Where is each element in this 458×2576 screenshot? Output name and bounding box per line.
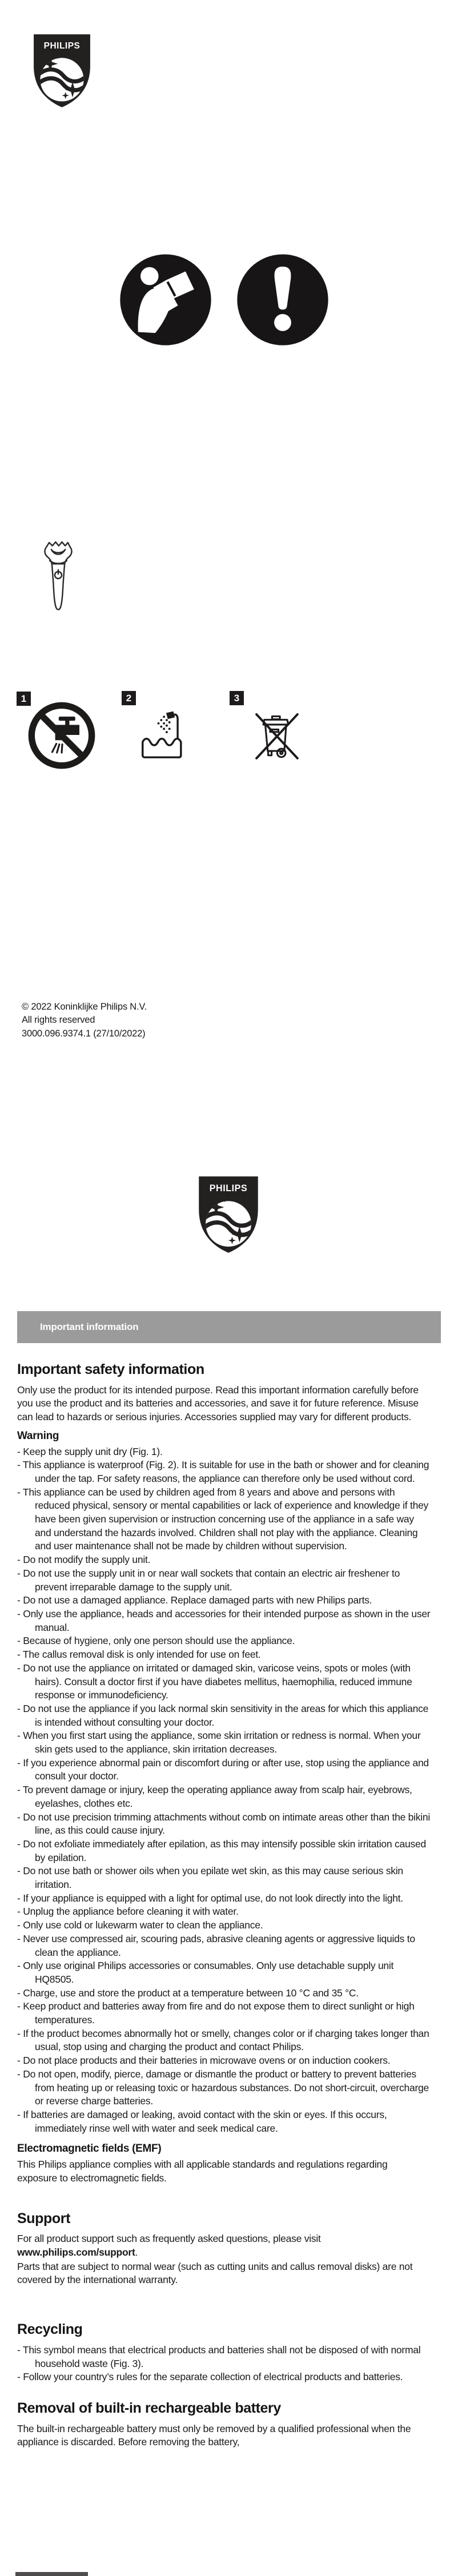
- list-item: - If the product becomes abnormally hot or smelly, changes color or if charging takes longer than usual, stop using and charging the product and contact Philips.: [17, 2027, 432, 2054]
- figure-2-number: [122, 691, 136, 705]
- philips-logo-center: [197, 1175, 260, 1254]
- list-item: - Do not place products and their batteries in microwave ovens or on induction cookers.: [17, 2054, 432, 2068]
- warning-exclamation-icon: [235, 252, 330, 347]
- list-item: - Do not use the appliance if you lack normal skin sensitivity in the areas for which this appliance is intended without consulting your doctor.: [17, 1702, 432, 1729]
- list-item: - Charge, use and store the product at a temperature between 10 °C and 35 °C.: [17, 1987, 432, 2000]
- recycling-list: [17, 2344, 432, 2384]
- support-text-suffix: .: [135, 2246, 138, 2258]
- list-item: - If batteries are damaged or leaking, avoid contact with the skin or eyes. If this occurs, immediately rinse well with water and seek medical care.: [17, 2108, 432, 2135]
- list-item: - If you experience abnormal pain or discomfort during or after use, stop using the appliance and consult your doctor.: [17, 1757, 432, 1783]
- emf-subtitle: Electromagnetic fields (EMF): [17, 2143, 162, 2155]
- list-item: - Do not open, modify, pierce, damage or dismantle the product or battery to prevent batteries from heating up or releasing toxic or hazardous substances. Do not short-circuit, overcharge or reverse charge batteries.: [17, 2068, 432, 2108]
- list-item: - When you first start using the appliance, some skin irritation or redness is normal. When your skin gets used to the appliance, skin irritation decreases.: [17, 1729, 432, 1756]
- list-item: - Do not use the supply unit in or near wall sockets that contain an electric air freshener to prevent irreparable damage to the supply unit.: [17, 1567, 432, 1594]
- list-item: - If your appliance is equipped with a light for optimal use, do not look directly into the light.: [17, 1892, 432, 1906]
- page-bottom-cutoff: [15, 2572, 88, 2576]
- warning-list: [17, 1445, 432, 2136]
- list-item: - Do not modify the supply unit.: [17, 1553, 432, 1567]
- support-text: [17, 2232, 429, 2259]
- list-item: - Because of hygiene, only one person should use the appliance.: [17, 1634, 432, 1648]
- philips-shield-icon: [33, 33, 91, 108]
- list-item: - Keep product and batteries away from fire and do not expose them to direct sunlight or high temperatures.: [17, 2000, 432, 2027]
- list-item: - Only use original Philips accessories or consumables. Only use detachable supply unit HQ8505.: [17, 1959, 432, 1986]
- emf-text: This Philips appliance complies with all applicable standards and regulations regarding exposure to electromagnetic fields.: [17, 2159, 388, 2184]
- support-text-prefix: For all product support such as frequently asked questions, please visit: [17, 2233, 321, 2245]
- figure-3-number: [230, 691, 244, 705]
- list-item: - This appliance is waterproof (Fig. 2). It is suitable for use in the bath or shower and for cleaning under the tap. For safety reasons, the appliance can therefore only be used without cord.: [17, 1458, 432, 1485]
- warranty-text: Parts that are subject to normal wear (such as cutting units and callus removal disks) are not covered by the international warranty.: [17, 2260, 413, 2286]
- battery-text: The built-in rechargeable battery must only be removed by a qualified professional when the appliance is discarded. Before removing the battery,: [17, 2422, 411, 2448]
- list-item: - Do not exfoliate immediately after epilation, as this may intensify possible skin irritation caused by epilation.: [17, 1838, 432, 1864]
- epilator-device-icon: [41, 536, 75, 616]
- crossed-out-wheeled-bin-icon: [250, 706, 304, 763]
- section-banner: [17, 1311, 441, 1343]
- list-item: - Do not use a damaged appliance. Replace damaged parts with new Philips parts.: [17, 1594, 432, 1608]
- figure-3-label: 3: [234, 692, 240, 704]
- list-item: - Follow your country’s rules for the separate collection of electrical products and batteries.: [17, 2370, 432, 2384]
- copyright-line: All rights reserved: [22, 1015, 95, 1026]
- safety-intro: Only use the product for its intended purpose. Read this important information carefully before you use the product and its batteries and accessories, and save it for future reference. Misuse can lead to hazards or serious injuries. Accessories supplied may vary for different products.: [17, 1384, 419, 1423]
- support-url: www.philips.com/support: [17, 2246, 135, 2258]
- warning-subtitle: Warning: [17, 1429, 59, 1442]
- copyright-line: © 2022 Koninklijke Philips N.V.: [22, 1002, 147, 1012]
- recycling-section-title: Recycling: [17, 2321, 83, 2338]
- list-item: - Only use cold or lukewarm water to clean the appliance.: [17, 1919, 432, 1932]
- figure-2-label: 2: [126, 692, 132, 704]
- list-item: - This appliance can be used by children aged from 8 years and above and persons with reduced physical, sensory or mental capabilities or lack of experience and knowledge if they have been given supervision or instruction concerning use of the appliance in a safe way and understand the hazards involved. Children shall not play with the appliance. Cleaning and user maintenance shall not be made by children without supervision.: [17, 1486, 432, 1554]
- list-item: - This symbol means that electrical products and batteries shall not be disposed of with normal household waste (Fig. 3).: [17, 2344, 432, 2370]
- support-section-title: Support: [17, 2210, 71, 2227]
- list-item: - The callus removal disk is only intended for use on feet.: [17, 1648, 432, 1662]
- read-manual-icon: [118, 252, 213, 347]
- philips-shield-icon: [197, 1175, 260, 1254]
- list-item: - Do not use bath or shower oils when you epilate wet skin, as this may cause serious skin irritation.: [17, 1864, 432, 1891]
- figure-2: [122, 691, 136, 705]
- list-item: - Never use compressed air, scouring pads, abrasive cleaning agents or aggressive liquids to clean the appliance.: [17, 1932, 432, 1959]
- no-tap-water-icon: [26, 700, 97, 771]
- manual-content: [17, 1311, 441, 2450]
- figure-1-label: 1: [21, 693, 27, 704]
- philips-logo-top: [33, 33, 91, 108]
- list-item: - To prevent damage or injury, keep the operating appliance away from scalp hair, eyebrows, eyelashes, clothes etc.: [17, 1783, 432, 1810]
- list-item: - Only use the appliance, heads and accessories for their intended purpose as shown in the user manual.: [17, 1608, 432, 1634]
- banner-title: Important information: [40, 1321, 139, 1332]
- battery-section-title: Removal of built-in rechargeable battery: [17, 2400, 281, 2416]
- copyright-block: [22, 1000, 147, 1040]
- figure-3: [230, 691, 244, 705]
- list-item: - Do not use the appliance on irritated or damaged skin, varicose veins, spots or moles (with hairs). Consult a doctor first if you have diabetes mellitus, haemophilia, reduced immune response or immunodeficiency.: [17, 1662, 432, 1702]
- list-item: - Keep the supply unit dry (Fig. 1).: [17, 1445, 432, 1459]
- list-item: - Unplug the appliance before cleaning it with water.: [17, 1905, 432, 1919]
- safety-section-title: Important safety information: [17, 1361, 204, 1377]
- list-item: - Do not use precision trimming attachments without comb on intimate areas other than the bikini line, as this could cause injury.: [17, 1811, 432, 1838]
- document-number: 3000.096.9374.1 (27/10/2022): [22, 1028, 146, 1039]
- shower-bath-icon: [138, 707, 193, 759]
